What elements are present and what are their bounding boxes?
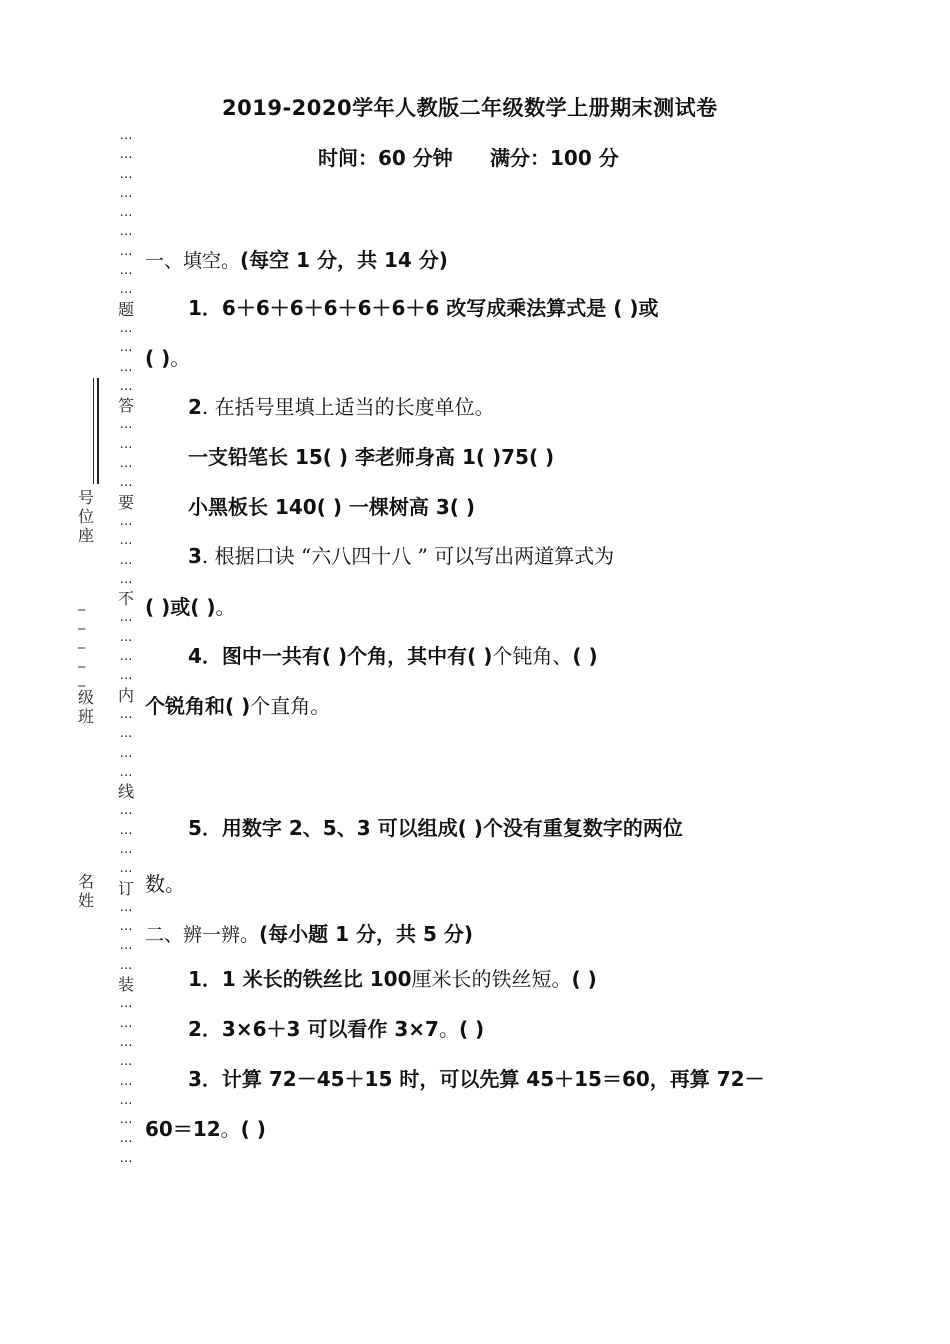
judge-question-3-line1: 3．计算 72－45＋15 时，可以先算 45＋15＝60，再算 72－ — [188, 1067, 765, 1091]
seal-char: 内 — [117, 685, 134, 705]
margin-bar — [93, 378, 94, 484]
section2-heading: 二、辨一辨。(每小题 1 分，共 5 分) — [145, 922, 473, 946]
page-title: 2019-2020学年人教版二年级数学上册期末测试卷 — [222, 96, 718, 120]
seal-char: 不 — [117, 589, 134, 609]
seal-char: 题 — [117, 299, 134, 319]
seal-char: 答 — [117, 396, 134, 416]
question-2-line3: 小黑板长 140( ) 一棵树高 3( ) — [188, 495, 476, 519]
question-4-line1: 4．图中一共有( )个角，其中有( )个钝角、( ) — [188, 644, 598, 668]
seat-number-label: 号位座 — [77, 488, 94, 545]
name-label: 名姓 — [77, 872, 94, 910]
score-label: 满分：100 分 — [490, 146, 619, 170]
class-label: 级班 — [77, 688, 94, 726]
question-1-line1: 1．6＋6＋6＋6＋6＋6＋6 改写成乘法算式是 ( )或 — [188, 296, 659, 320]
margin-bar — [97, 378, 99, 484]
question-3-line1: 3. 根据口诀 “六八四十八 ” 可以写出两道算式为 — [188, 544, 615, 568]
question-5-line1: 5．用数字 2、5、3 可以组成( )个没有重复数字的两位 — [188, 816, 683, 840]
judge-question-1: 1．1 米长的铁丝比 100厘米长的铁丝短。( ) — [188, 967, 597, 991]
seal-char: 装 — [117, 975, 134, 995]
section1-heading: 一、填空。(每空 1 分，共 14 分) — [145, 248, 448, 272]
judge-question-2: 2．3×6＋3 可以看作 3×7。( ) — [188, 1017, 485, 1041]
question-4-line2: 个锐角和( )个直角。 — [145, 694, 331, 718]
question-5-line2: 数。 — [145, 872, 185, 896]
binding-dotted-line: … … … … … … … … … 题 … … … … 答 … … … … 要 … … … … 不 … … … … 内 … … … … 线 … … … … 订 … … … … 装 … … … … … … … … … — [117, 128, 134, 1166]
question-2-line2: 一支铅笔长 15( ) 李老师身高 1( )75( ) — [188, 445, 555, 469]
seal-char: 订 — [117, 878, 134, 898]
question-1-line2: ( )。 — [145, 346, 191, 370]
judge-question-3-line2: 60＝12。( ) — [145, 1117, 266, 1141]
question-3-line2: ( )或( )。 — [145, 595, 236, 619]
seal-char: 要 — [117, 492, 134, 512]
margin-dashes: _ _ _ _ _ — [78, 595, 85, 687]
time-label: 时间：60 分钟 — [318, 146, 453, 170]
seal-char: 线 — [117, 782, 134, 802]
question-2-line1: 2. 在括号里填上适当的长度单位。 — [188, 395, 495, 419]
